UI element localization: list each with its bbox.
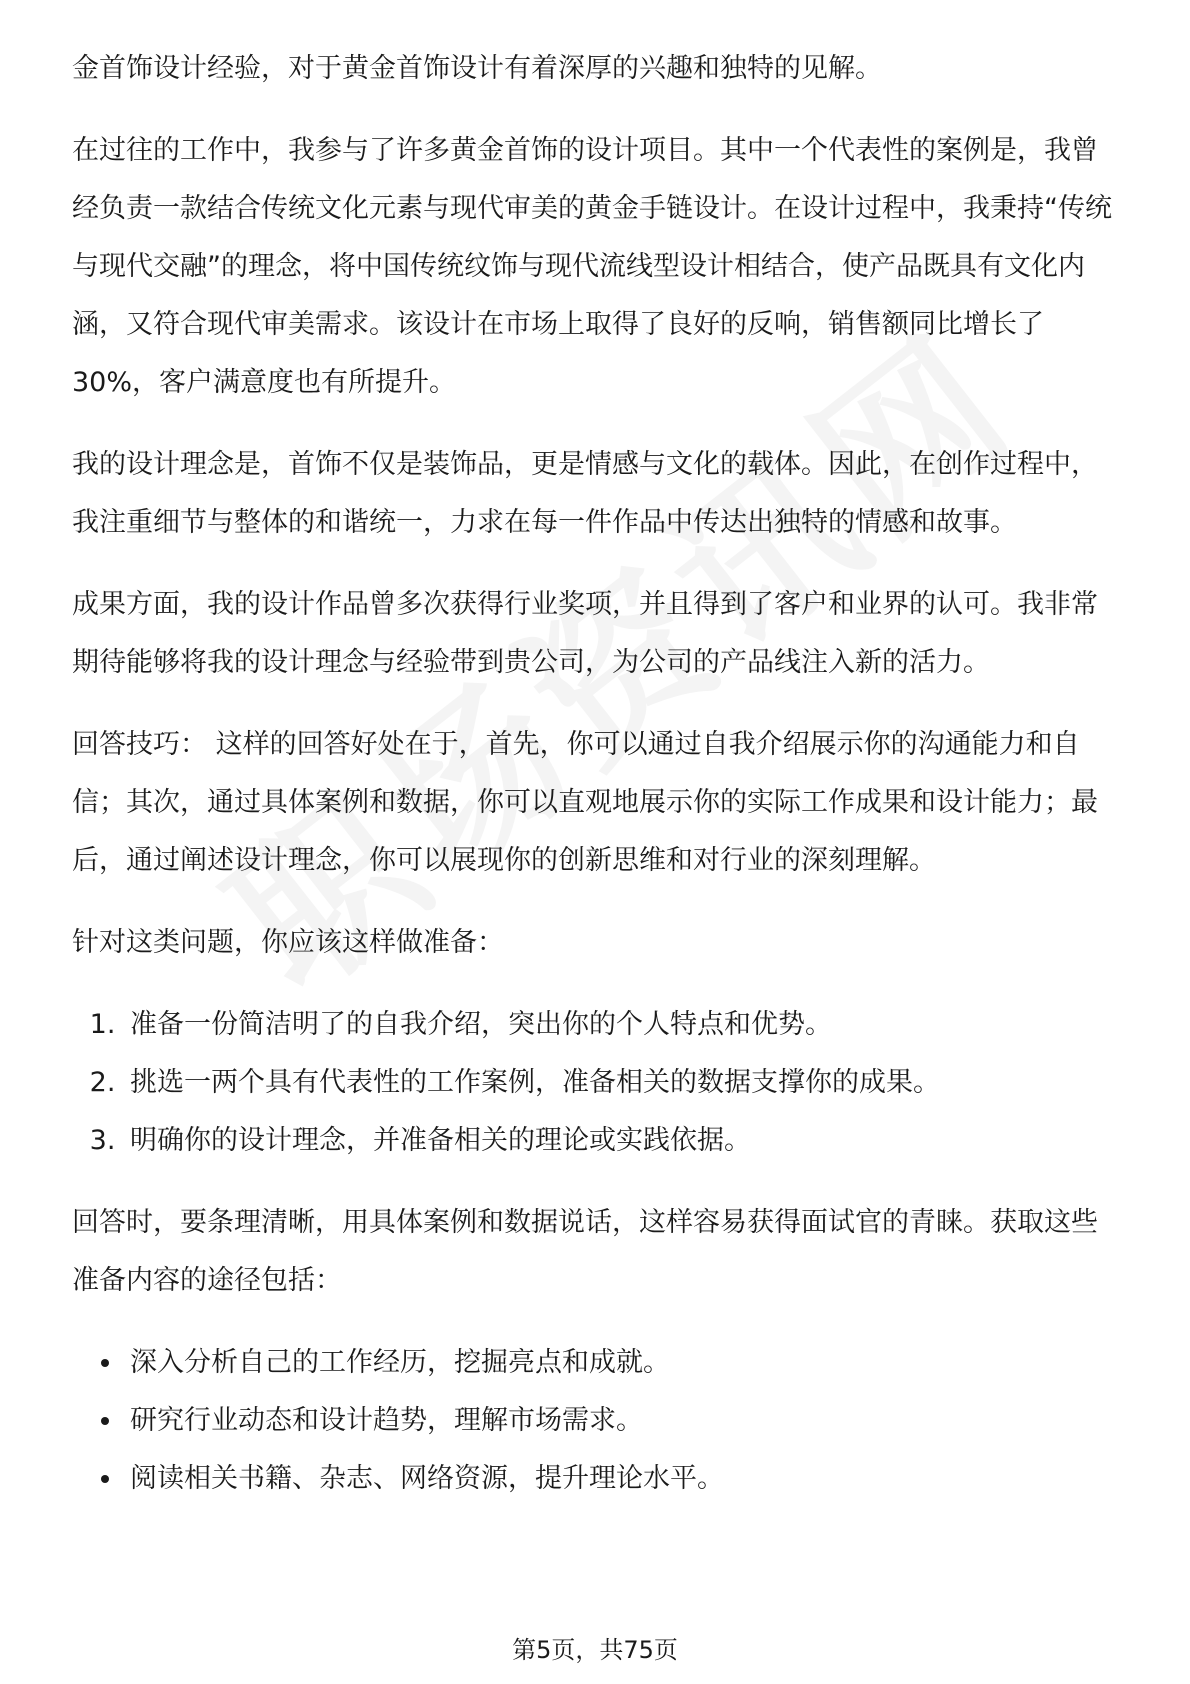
list-item: 3. 明确你的设计理念，并准备相关的理论或实践依据。: [124, 1112, 1122, 1170]
bullet-list: [72, 1334, 1122, 1508]
paragraph: 成果方面，我的设计作品曾多次获得行业奖项，并且得到了客户和业界的认可。我非常期待能够将我的设计理念与经验带到贵公司，为公司的产品线注入新的活力。: [72, 589, 1098, 678]
numbered-list: [72, 996, 1122, 1170]
paragraph: 回答时，要条理清晰，用具体案例和数据说话，这样容易获得面试官的青睐。获取这些准备内容的途径包括：: [72, 1207, 1098, 1296]
list-item: • 深入分析自己的工作经历，挖掘亮点和成就。: [124, 1334, 1122, 1392]
paragraph-tips: 回答技巧： 这样的回答好处在于，首先，你可以通过自我介绍展示你的沟通能力和自信；其次，通过具体案例和数据，你可以直观地展示你的实际工作成果和设计能力；最后，通过阐述设计理念，你可以展现你的创新思维和对行业的深刻理解。: [72, 729, 1098, 876]
page-number: 第5页，共75页: [512, 1636, 678, 1664]
document-body: [72, 40, 1122, 1508]
list-item: 1. 准备一份简洁明了的自我介绍，突出你的个人特点和优势。: [124, 996, 1122, 1054]
list-item: • 阅读相关书籍、杂志、网络资源，提升理论水平。: [124, 1450, 1122, 1508]
paragraph: 针对这类问题，你应该这样做准备：: [72, 927, 504, 958]
paragraph: 我的设计理念是，首饰不仅是装饰品，更是情感与文化的载体。因此，在创作过程中，我注重细节与整体的和谐统一，力求在每一件作品中传达出独特的情感和故事。: [72, 449, 1098, 538]
paragraph: 金首饰设计经验，对于黄金首饰设计有着深厚的兴趣和独特的见解。: [72, 53, 882, 84]
list-item: 2. 挑选一两个具有代表性的工作案例，准备相关的数据支撑你的成果。: [124, 1054, 1122, 1112]
paragraph: 在过往的工作中，我参与了许多黄金首饰的设计项目。其中一个代表性的案例是，我曾经负责一款结合传统文化元素与现代审美的黄金手链设计。在设计过程中，我秉持“传统与现代交融”的理念，将中国传统纹饰与现代流线型设计相结合，使产品既具有文化内涵，又符合现代审美需求。该设计在市场上取得了良好的反响，销售额同比增长了30%，客户满意度也有所提升。: [72, 135, 1112, 398]
list-item: • 研究行业动态和设计趋势，理解市场需求。: [124, 1392, 1122, 1450]
